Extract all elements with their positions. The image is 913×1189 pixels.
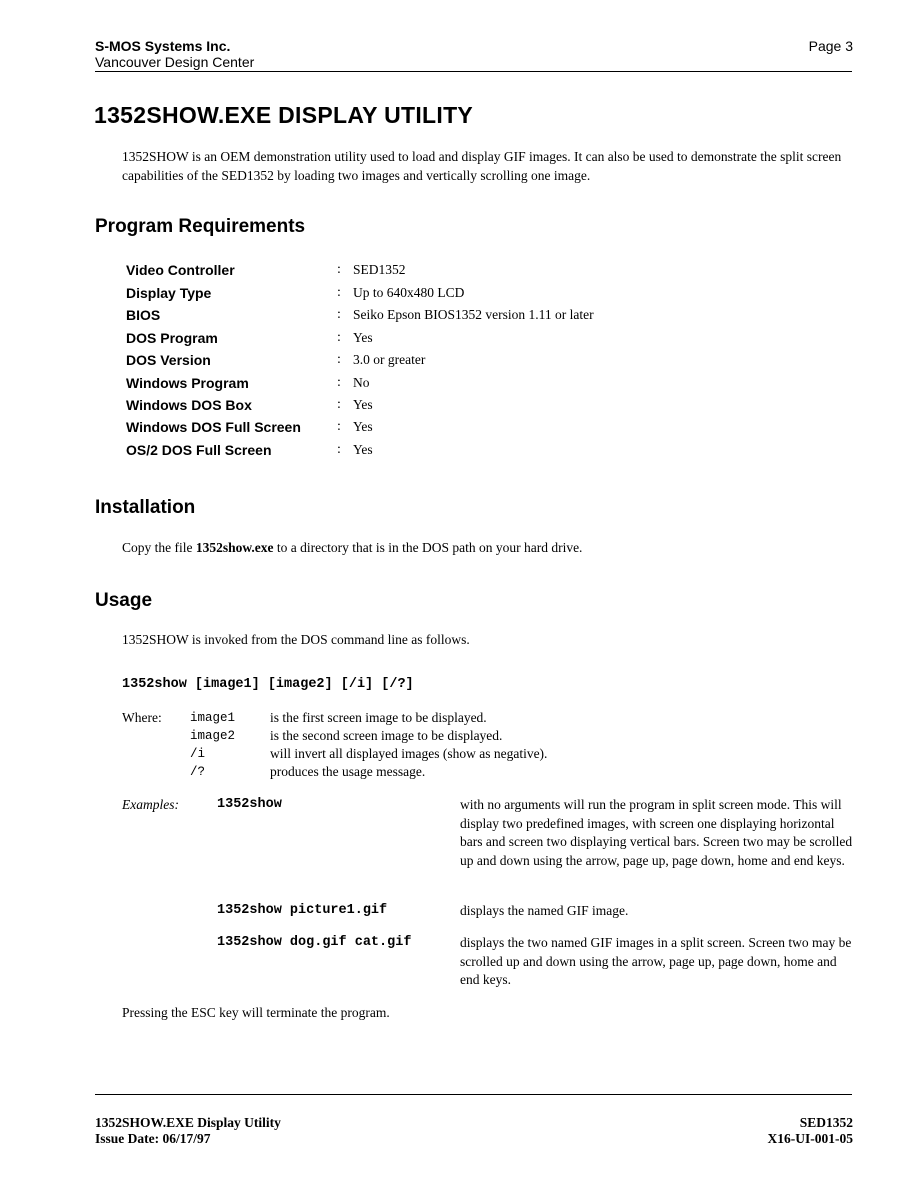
option-name: /? bbox=[190, 765, 206, 779]
example-description: with no arguments will run the program in split screen mode. This will display two predefined images, with screen one displaying horizontal bars and screen two displaying vertical bars. Screen two may be scrolled up and down using the arrow, page up, page down, home and end keys. bbox=[460, 797, 853, 868]
footer-rule bbox=[95, 1094, 852, 1095]
req-label: Windows DOS Box bbox=[126, 397, 252, 413]
req-colon: : bbox=[337, 285, 341, 300]
req-label: OS/2 DOS Full Screen bbox=[126, 442, 272, 458]
example-command: 1352show picture1.gif bbox=[217, 903, 388, 918]
example-command: 1352show dog.gif cat.gif bbox=[217, 935, 412, 950]
req-label: BIOS bbox=[126, 307, 161, 323]
option-name: image2 bbox=[190, 729, 236, 743]
option-description: will invert all displayed images (show as negative). bbox=[270, 746, 548, 761]
req-colon: : bbox=[337, 375, 341, 390]
footer-document-title: 1352SHOW.EXE Display Utility bbox=[95, 1115, 281, 1130]
requirements-heading: Program Requirements bbox=[95, 216, 306, 237]
req-colon: : bbox=[337, 352, 341, 367]
esc-note: Pressing the ESC key will terminate the program. bbox=[122, 1005, 390, 1020]
option-description: produces the usage message. bbox=[270, 764, 426, 779]
req-value: Yes bbox=[353, 397, 373, 412]
option-name: /i bbox=[190, 747, 206, 761]
req-colon: : bbox=[337, 442, 341, 457]
installation-text-pre: Copy the file bbox=[122, 540, 196, 555]
req-colon: : bbox=[337, 262, 341, 277]
req-value: Yes bbox=[353, 442, 373, 457]
installation-filename: 1352show.exe bbox=[195, 540, 274, 555]
req-value: Up to 640x480 LCD bbox=[353, 285, 465, 300]
req-colon: : bbox=[337, 330, 341, 345]
req-colon: : bbox=[337, 419, 341, 434]
footer-document-number: X16-UI-001-05 bbox=[767, 1131, 853, 1146]
usage-invoke-text: 1352SHOW is invoked from the DOS command line as follows. bbox=[122, 632, 470, 647]
req-value: Seiko Epson BIOS1352 version 1.11 or later bbox=[353, 307, 594, 322]
example-description: displays the named GIF image. bbox=[460, 903, 629, 918]
req-label: Display Type bbox=[126, 285, 212, 301]
req-label: DOS Version bbox=[126, 352, 211, 368]
installation-heading: Installation bbox=[95, 497, 196, 518]
installation-text-post: to a directory that is in the DOS path on your hard drive. bbox=[273, 540, 583, 555]
req-colon: : bbox=[337, 307, 341, 322]
header-company: S-MOS Systems Inc. bbox=[95, 38, 231, 54]
usage-heading: Usage bbox=[95, 590, 153, 611]
req-value: SED1352 bbox=[353, 262, 406, 277]
usage-command-line: 1352show [image1] [image2] [/i] [/?] bbox=[122, 677, 414, 692]
req-label: Windows Program bbox=[126, 375, 249, 391]
req-label: DOS Program bbox=[126, 330, 218, 346]
req-value: No bbox=[353, 375, 370, 390]
header-design-center: Vancouver Design Center bbox=[95, 54, 255, 70]
footer-issue-date: Issue Date: 06/17/97 bbox=[95, 1131, 211, 1146]
installation-paragraph bbox=[122, 540, 582, 556]
option-name: image1 bbox=[190, 711, 236, 725]
footer-product: SED1352 bbox=[799, 1115, 853, 1130]
req-value: Yes bbox=[353, 330, 373, 345]
intro-paragraph: 1352SHOW is an OEM demonstration utility used to load and display GIF images. It can also be used to demonstrate the split screen capabilities of the SED1352 by loading two images and vertically scrolling one image. bbox=[122, 149, 842, 183]
header-rule bbox=[95, 71, 852, 72]
option-description: is the second screen image to be displayed. bbox=[270, 728, 503, 743]
req-value: Yes bbox=[353, 419, 373, 434]
option-description: is the first screen image to be displayed. bbox=[270, 710, 487, 725]
req-value: 3.0 or greater bbox=[353, 352, 426, 367]
page-number: Page 3 bbox=[808, 38, 853, 54]
page-title: 1352SHOW.EXE DISPLAY UTILITY bbox=[94, 102, 474, 128]
where-label: Where: bbox=[122, 710, 162, 725]
req-label: Windows DOS Full Screen bbox=[126, 419, 301, 435]
req-label: Video Controller bbox=[126, 262, 235, 278]
example-description: displays the two named GIF images in a split screen. Screen two may be scrolled up and down using the arrow, page up, page down, home and end keys. bbox=[460, 935, 852, 987]
example-command: 1352show bbox=[217, 797, 282, 812]
req-colon: : bbox=[337, 397, 341, 412]
examples-label: Examples: bbox=[122, 797, 179, 812]
